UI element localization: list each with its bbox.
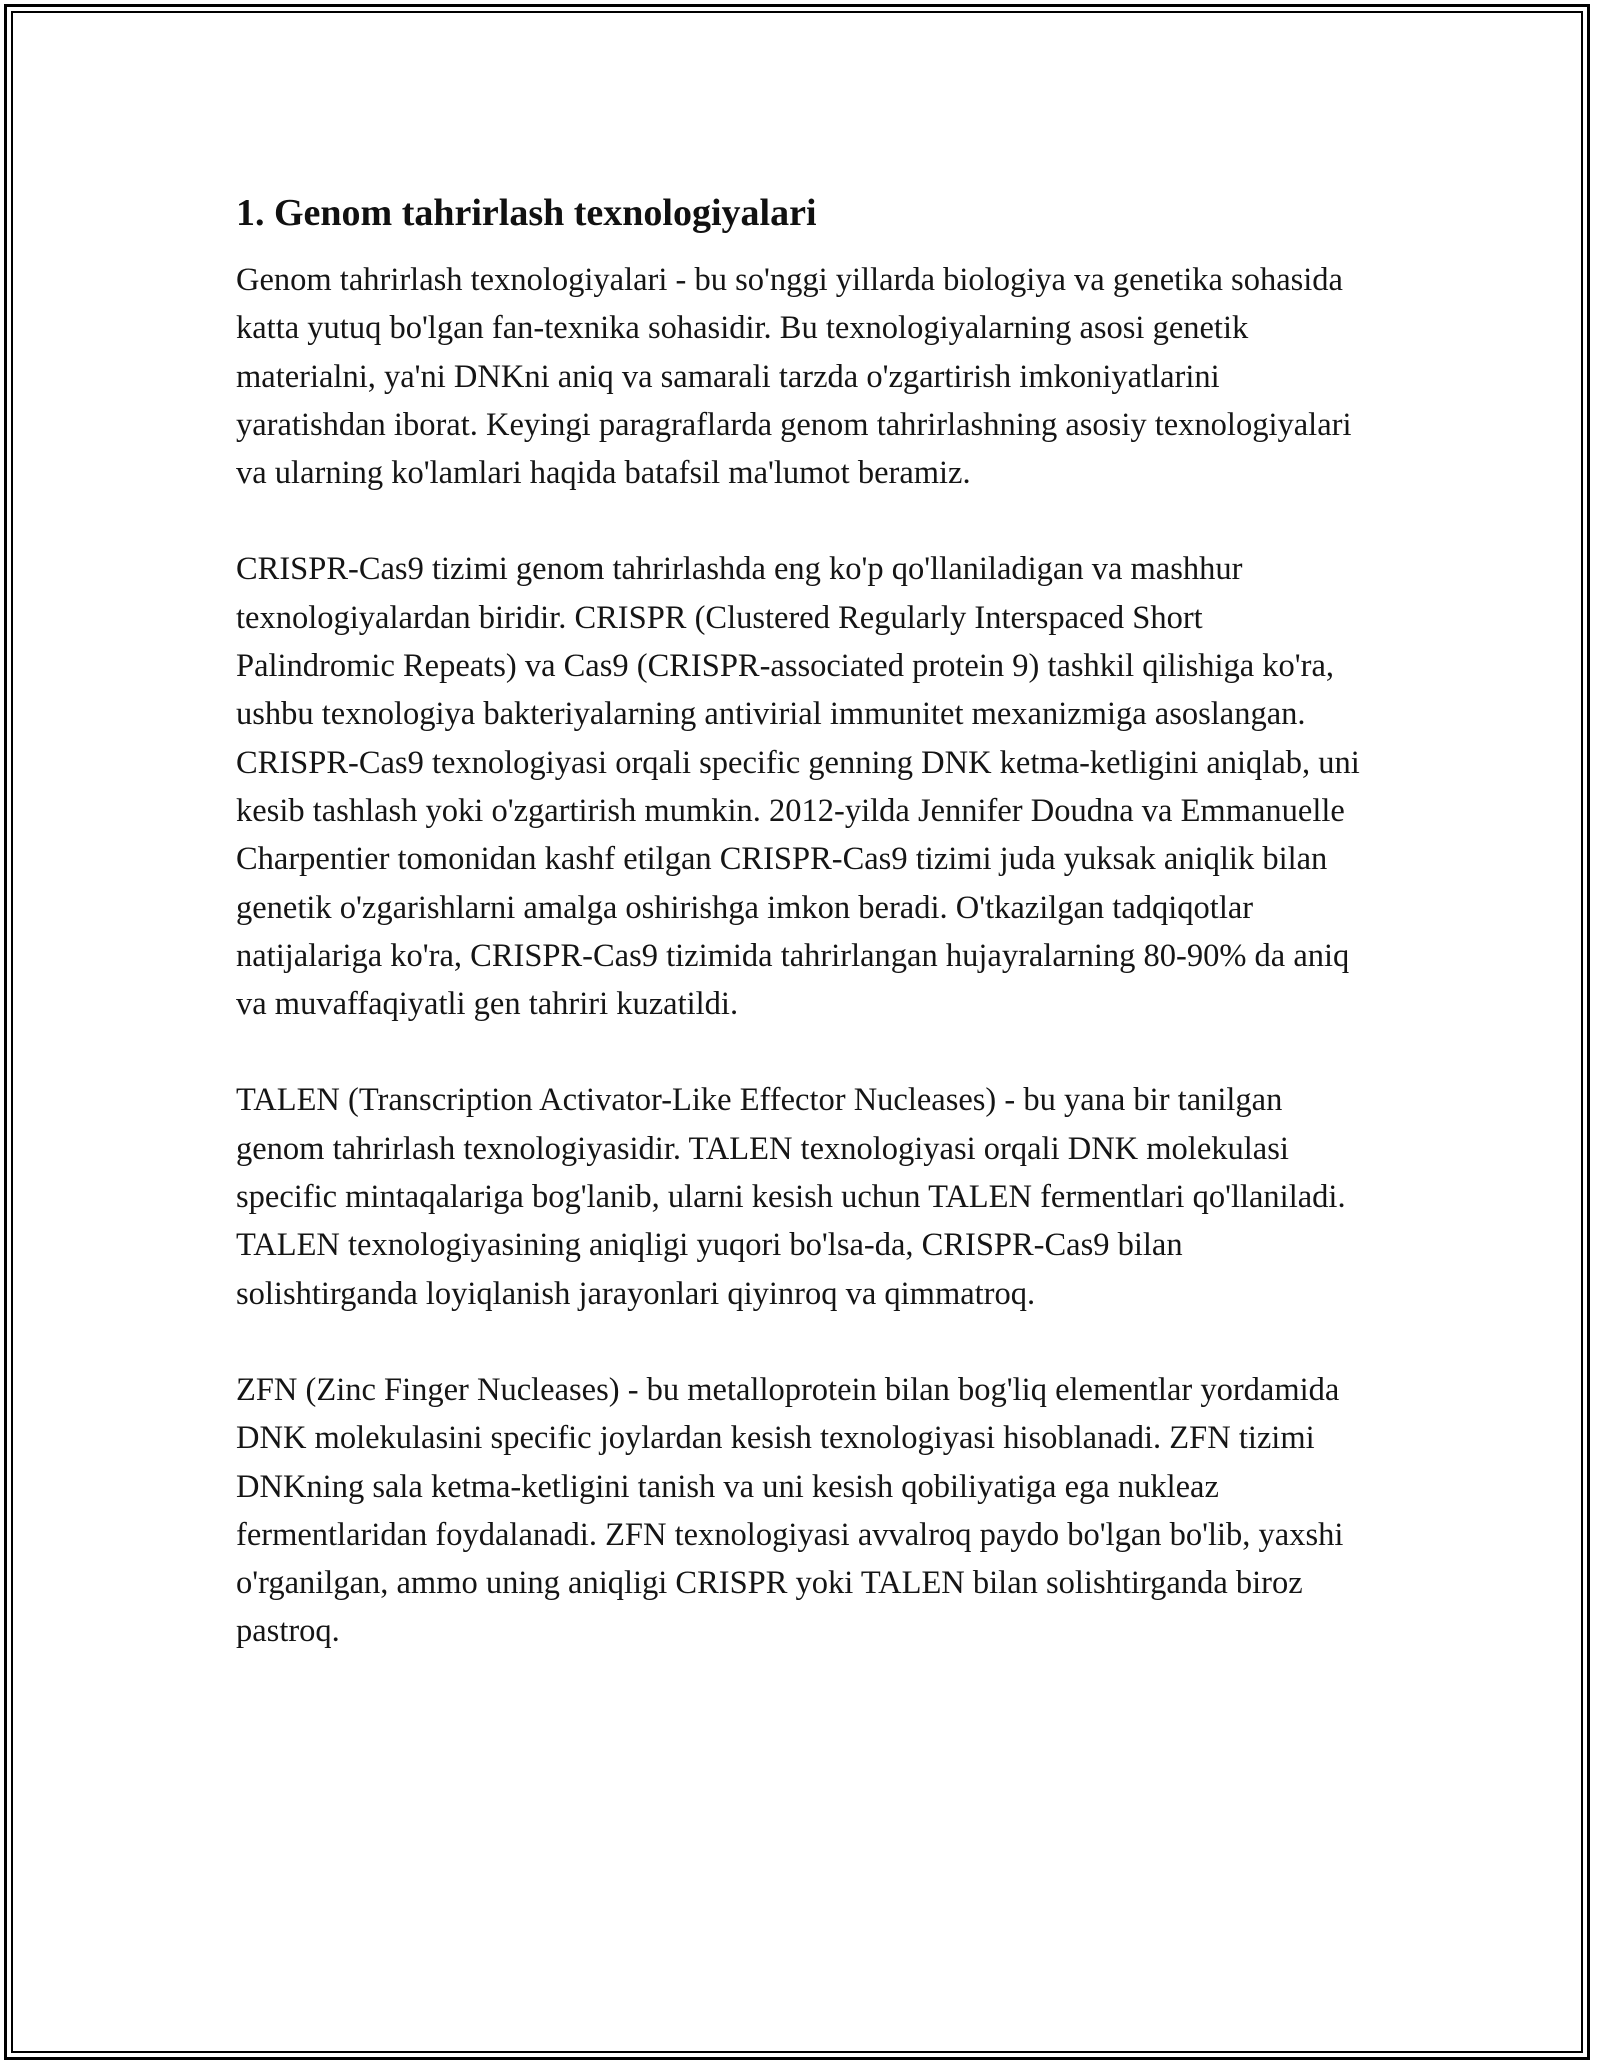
- paragraph-crispr: CRISPR-Cas9 tizimi genom tahrirlashda eng ko'p qo'llaniladigan va mashhur texnologiyalardan biridir. CRISPR (Clustered Regularly Interspaced Short Palindromic Repeats) va Cas9 (CRISPR-associated protein 9) tashkil qilishiga ko'ra, ushbu texnologiya bakteriyalarning antivirial immunitet mexanizmiga asoslangan. CRISPR-Cas9 texnologiyasi orqali specific genning DNK ketma-ketligini aniqlab, uni kesib tashlash yoki o'zgartirish mumkin. 2012-yilda Jennifer Doudna va Emmanuelle Charpentier tomonidan kashf etilgan CRISPR-Cas9 tizimi juda yuksak aniqlik bilan genetik o'zgarishlarni amalga oshirishga imkon beradi. O'tkazilgan tadqiqotlar natijalariga ko'ra, CRISPR-Cas9 tizimida tahrirlangan hujayralarning 80-90% da aniq va muvaffaqiyatli gen tahriri kuzatildi.: [236, 551, 1360, 1023]
- paragraph-zfn: ZFN (Zinc Finger Nucleases) - bu metalloprotein bilan bog'liq elementlar yordamida DNK molekulasini specific joylardan kesish texnologiyasi hisoblanadi. ZFN tizimi DNKning sala ketma-ketligini tanish va uni kesish qobiliyatiga ega nukleaz fermentlaridan foydalanadi. ZFN texnologiyasi avvalroq paydo bo'lgan bo'lib, yaxshi o'rganilgan, ammo uning aniqligi CRISPR yoki TALEN bilan solishtirganda biroz pastroq.: [236, 1371, 1344, 1650]
- document-body: [236, 186, 1366, 1656]
- section-heading: 1. Genom tahrirlash texnologiyalari: [236, 192, 817, 234]
- paragraph-talen: TALEN (Transcription Activator-Like Effector Nucleases) - bu yana bir tanilgan genom tahrirlash texnologiyasidir. TALEN texnologiyasi orqali DNK molekulasi specific mintaqalariga bog'lanib, ularni kesish uchun TALEN fermentlari qo'llaniladi. TALEN texnologiyasining aniqligi yuqori bo'lsa-da, CRISPR-Cas9 bilan solishtirganda loyiqlanish jarayonlari qiyinroq va qimmatroq.: [236, 1082, 1346, 1312]
- paragraph-intro: Genom tahrirlash texnologiyalari - bu so'nggi yillarda biologiya va genetika sohasida katta yutuq bo'lgan fan-texnika sohasidir. Bu texnologiyalarning asosi genetik materialni, ya'ni DNKni aniq va samarali tarzda o'zgartirish imkoniyatlarini yaratishdan iborat. Keyingi paragraflarda genom tahrirlashning asosiy texnologiyalari va ularning ko'lamlari haqida batafsil ma'lumot beramiz.: [236, 262, 1352, 492]
